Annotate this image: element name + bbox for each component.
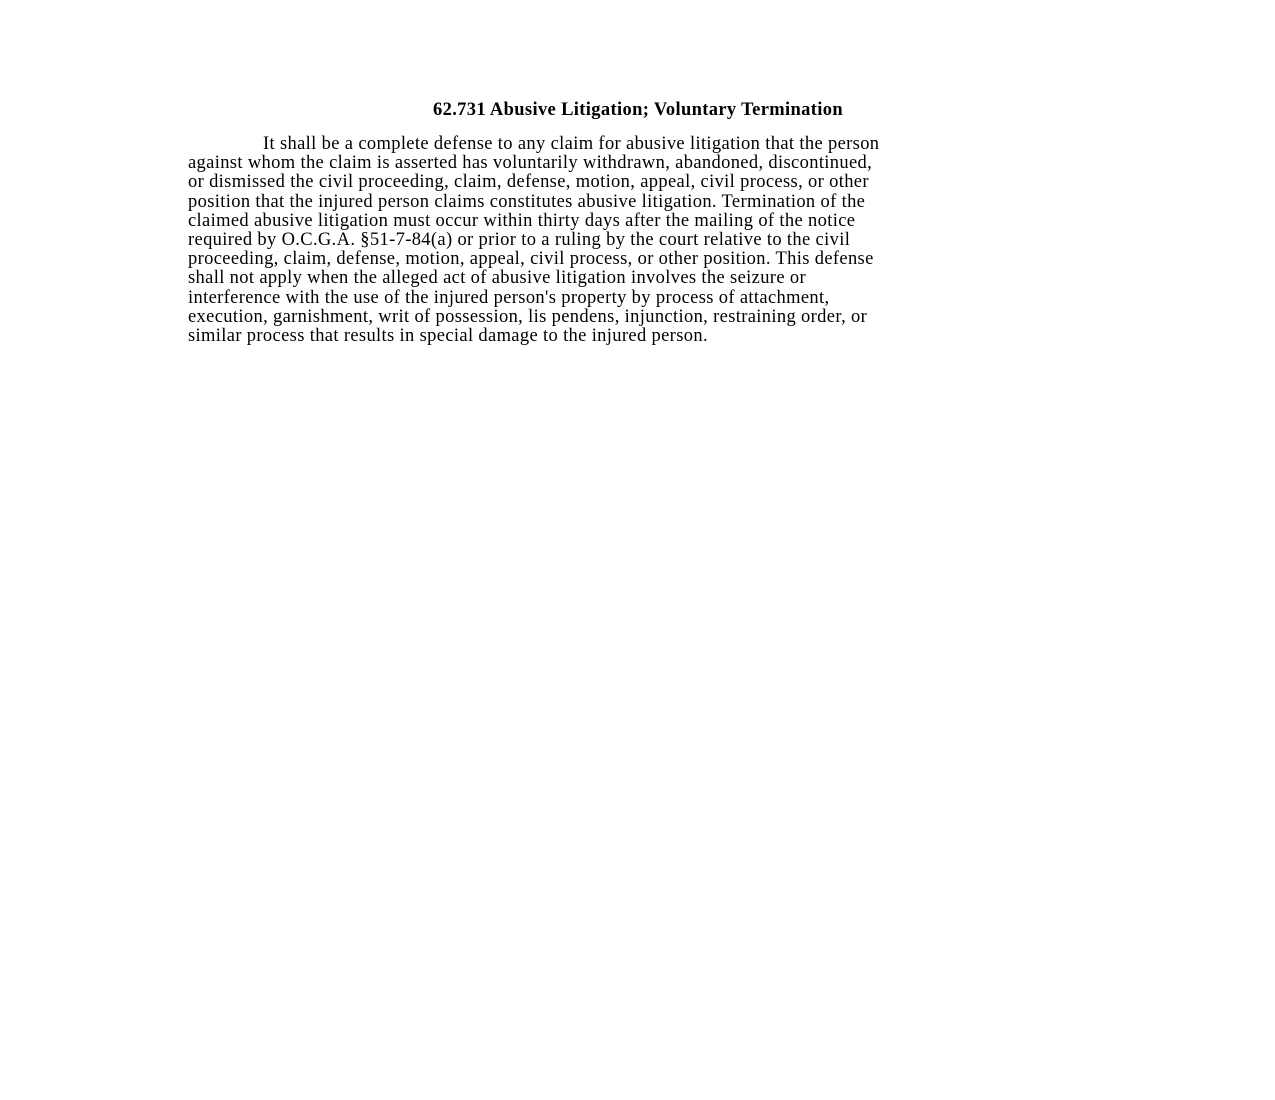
body-line: shall not apply when the alleged act of abusive litigation involves the seizure or (188, 268, 806, 289)
body-line: It shall be a complete defense to any claim for abusive litigation that the person (263, 134, 880, 154)
body-line: or dismissed the civil proceeding, claim, defense, motion, appeal, civil process, or other (188, 172, 869, 193)
body-line: required by O.C.G.A. §51-7-84(a) or prior to a ruling by the court relative to the civil (188, 229, 851, 250)
body-line: against whom the claim is asserted has voluntarily withdrawn, abandoned, discontinued, (188, 153, 873, 174)
body-line: position that the injured person claims constitutes abusive litigation. Termination of the (188, 191, 866, 212)
body-line: similar process that results in special damage to the injured person. (188, 325, 708, 346)
body-line: proceeding, claim, defense, motion, appeal, civil process, or other position. This defense (188, 249, 874, 270)
body-line: interference with the use of the injured person's property by process of attachment, (188, 287, 830, 308)
body-line: execution, garnishment, writ of possession, lis pendens, injunction, restraining order, or (188, 306, 868, 327)
body-line: claimed abusive litigation must occur within thirty days after the mailing of the notice (188, 210, 856, 231)
section-title: 62.731 Abusive Litigation; Voluntary Termination (433, 100, 843, 120)
section-body (188, 135, 1088, 346)
